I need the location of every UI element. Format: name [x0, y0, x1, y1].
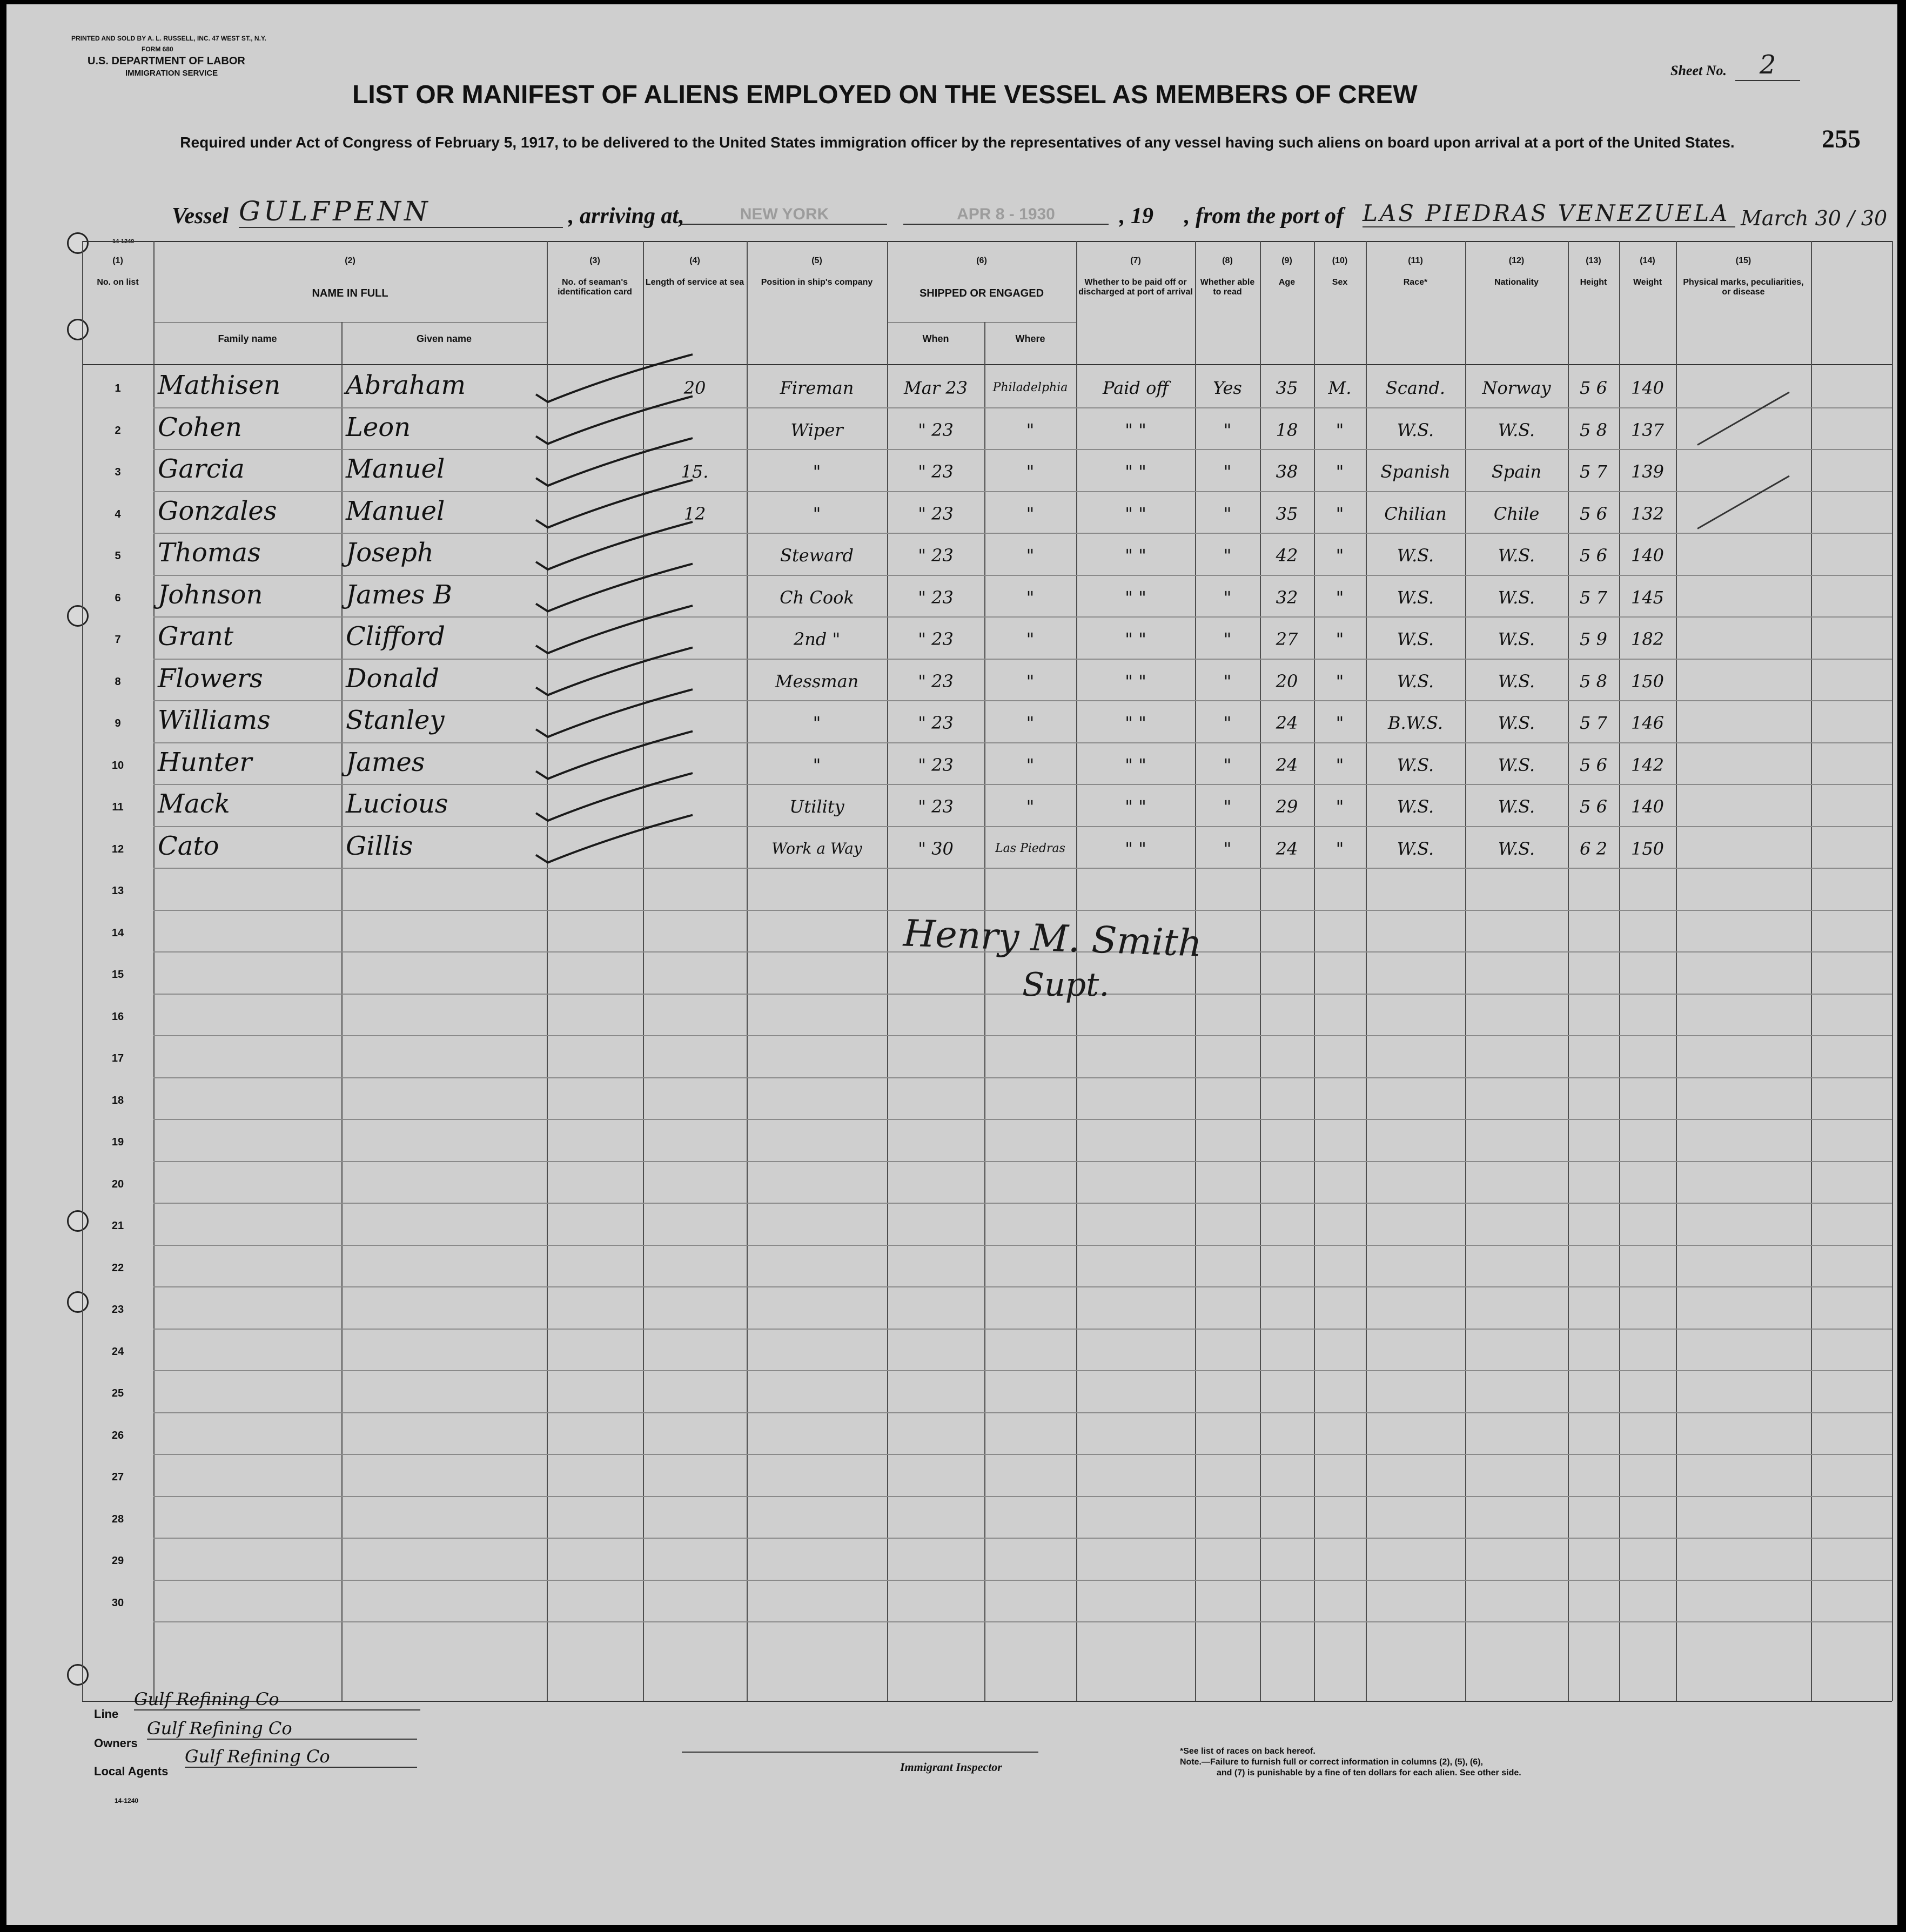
row-number: 19 — [111, 1136, 124, 1148]
row-number: 17 — [111, 1052, 124, 1064]
given-cell: James — [346, 747, 425, 777]
column-header: No. on list — [97, 278, 139, 287]
height-cell: 5 6 — [1580, 545, 1607, 566]
race-cell: W.S. — [1397, 838, 1434, 859]
race-cell: Chilian — [1384, 503, 1447, 524]
column-header: SHIPPED OR ENGAGED — [919, 287, 1044, 299]
race-cell: W.S. — [1397, 587, 1434, 608]
race-cell: W.S. — [1397, 754, 1434, 775]
read-cell: " — [1223, 503, 1232, 524]
family-cell: Johnson — [158, 579, 263, 610]
column-number: (5) — [811, 256, 822, 265]
checkmark-icon — [536, 689, 693, 737]
read-cell: " — [1223, 419, 1232, 440]
read-cell: " — [1223, 796, 1232, 817]
line-label: Line — [94, 1707, 119, 1721]
race-cell: B.W.S. — [1387, 713, 1444, 733]
age-cell: 18 — [1276, 419, 1298, 440]
age-cell: 35 — [1276, 503, 1298, 524]
position-cell: " — [813, 503, 821, 524]
read-cell: " — [1223, 713, 1232, 733]
height-cell: 5 7 — [1580, 713, 1607, 733]
row-number: 26 — [111, 1429, 124, 1441]
department: U.S. DEPARTMENT OF LABOR — [88, 55, 245, 67]
row-number: 13 — [111, 885, 124, 897]
column-number: (8) — [1222, 256, 1233, 265]
column-header: NAME IN FULL — [312, 287, 388, 299]
race-cell: Scand. — [1385, 378, 1446, 398]
nationality-cell: W.S. — [1498, 629, 1535, 649]
checkmark-icon — [536, 606, 693, 653]
position-cell: " — [813, 754, 821, 775]
row-number: 28 — [111, 1513, 124, 1525]
height-cell: 5 6 — [1580, 796, 1607, 817]
column-subheader: Where — [1015, 333, 1045, 344]
when-cell: " 23 — [918, 503, 954, 524]
race-cell: Spanish — [1380, 461, 1451, 482]
where-cell: " — [1026, 419, 1035, 440]
departure-date: March 30 / 30 — [1741, 206, 1888, 230]
weight-cell: 146 — [1630, 713, 1665, 733]
when-cell: " 30 — [918, 838, 954, 859]
column-header: Length of service at sea — [645, 278, 744, 287]
row-number: 27 — [111, 1471, 124, 1483]
owners-value: Gulf Refining Co — [147, 1718, 417, 1740]
where-cell: " — [1026, 629, 1035, 649]
ditto-stroke-icon — [1697, 476, 1789, 529]
given-cell: James B — [346, 579, 452, 610]
column-header: Sex — [1332, 278, 1348, 287]
paid-cell: " " — [1125, 545, 1146, 566]
sex-cell: " — [1335, 545, 1344, 566]
height-cell: 5 8 — [1580, 419, 1607, 440]
where-cell: " — [1026, 670, 1035, 692]
position-cell: Ch Cook — [780, 587, 854, 608]
column-number: (3) — [589, 256, 600, 265]
height-cell: 6 2 — [1580, 838, 1607, 859]
when-cell: " 23 — [918, 545, 954, 566]
family-cell: Thomas — [158, 538, 261, 568]
sex-cell: " — [1335, 419, 1344, 440]
row-number: 12 — [111, 843, 124, 855]
column-number: (7) — [1130, 256, 1141, 265]
family-cell: Mathisen — [158, 370, 281, 400]
row-number: 29 — [111, 1555, 124, 1567]
row-number: 3 — [115, 466, 121, 478]
nationality-cell: W.S. — [1498, 587, 1535, 608]
nationality-cell: W.S. — [1498, 545, 1535, 566]
family-cell: Cohen — [158, 412, 242, 442]
race-cell: W.S. — [1397, 670, 1434, 692]
column-subheader: When — [922, 333, 949, 344]
age-cell: 38 — [1276, 461, 1298, 482]
checkmark-icon — [536, 438, 693, 486]
checkmark-icon — [536, 354, 693, 402]
checkmark-icon — [536, 648, 693, 695]
column-number: (2) — [345, 256, 355, 265]
checkmark-icon — [536, 732, 693, 779]
paid-cell: " " — [1125, 419, 1146, 440]
given-cell: Manuel — [346, 454, 445, 484]
read-cell: " — [1223, 629, 1232, 649]
when-cell: " 23 — [918, 713, 954, 733]
read-cell: " — [1223, 754, 1232, 775]
column-header: No. of seaman's identification card — [558, 278, 632, 297]
sex-cell: " — [1335, 713, 1344, 733]
row-number: 6 — [115, 592, 121, 604]
captain-signature: Henry M. Smith — [902, 912, 1203, 965]
weight-cell: 137 — [1630, 419, 1665, 440]
local-agents-label: Local Agents — [94, 1765, 169, 1778]
given-cell: Stanley — [346, 705, 445, 735]
height-cell: 5 8 — [1580, 670, 1607, 692]
page-number: 255 — [1822, 125, 1861, 153]
where-cell: " — [1026, 713, 1035, 733]
column-subheader: Given name — [416, 333, 472, 344]
where-cell: " — [1026, 754, 1035, 775]
sex-cell: " — [1335, 670, 1344, 692]
row-number: 10 — [111, 759, 124, 772]
checkmark-layer — [6, 4, 1897, 1925]
arrival-port-stamp: NEW YORK — [682, 205, 887, 225]
column-number: (9) — [1281, 256, 1292, 265]
given-cell: Abraham — [346, 370, 466, 400]
column-header: Age — [1278, 278, 1296, 287]
paid-cell: " " — [1125, 796, 1146, 817]
read-cell: " — [1223, 587, 1232, 608]
checkmark-icon — [536, 564, 693, 612]
sex-cell: " — [1335, 503, 1344, 524]
weight-cell: 139 — [1630, 461, 1665, 482]
column-number: (15) — [1735, 256, 1751, 265]
row-number: 24 — [111, 1345, 124, 1358]
column-number: (4) — [689, 256, 700, 265]
inspector-label: Immigrant Inspector — [900, 1760, 1002, 1774]
when-cell: " 23 — [918, 587, 954, 608]
position-cell: Fireman — [780, 378, 854, 398]
weight-cell: 182 — [1630, 629, 1665, 649]
checkmark-icon — [536, 480, 693, 528]
when-cell: " 23 — [918, 461, 954, 482]
manifest-sheet — [6, 4, 1897, 1925]
row-number: 16 — [111, 1010, 124, 1023]
row-number: 11 — [112, 801, 124, 813]
sex-cell: " — [1335, 838, 1344, 859]
when-cell: Mar 23 — [903, 378, 968, 398]
form-number: FORM 680 — [142, 45, 173, 53]
family-cell: Williams — [158, 705, 271, 735]
race-cell: W.S. — [1397, 796, 1434, 817]
paid-cell: " " — [1125, 670, 1146, 692]
paid-cell: " " — [1125, 838, 1146, 859]
row-number: 14 — [111, 927, 124, 939]
row-number: 30 — [111, 1596, 124, 1609]
position-cell: " — [813, 713, 821, 733]
age-cell: 35 — [1276, 378, 1298, 398]
given-cell: Lucious — [346, 789, 448, 819]
vessel-label: Vessel — [172, 204, 229, 229]
family-cell: Grant — [158, 621, 234, 652]
family-cell: Mack — [158, 789, 230, 819]
given-cell: Gillis — [346, 830, 413, 861]
row-number: 15 — [111, 969, 124, 981]
year-label: , 19 — [1119, 204, 1153, 229]
weight-cell: 140 — [1630, 545, 1665, 566]
nationality-cell: Spain — [1491, 461, 1542, 482]
arrival-date-stamp: APR 8 - 1930 — [903, 205, 1109, 225]
position-cell: 2nd " — [793, 629, 841, 649]
read-cell: Yes — [1213, 378, 1242, 398]
ditto-stroke-icon — [1697, 392, 1789, 445]
local-agents-value: Gulf Refining Co — [185, 1746, 417, 1768]
sex-cell: " — [1335, 754, 1344, 775]
column-number: (10) — [1332, 256, 1348, 265]
paid-cell: " " — [1125, 754, 1146, 775]
given-cell: Donald — [346, 663, 439, 694]
where-cell: " — [1026, 503, 1035, 524]
row-number: 9 — [115, 717, 121, 729]
height-cell: 5 7 — [1580, 461, 1607, 482]
footnote-1: *See list of races on back hereof. — [1180, 1747, 1316, 1756]
column-header: Whether able to read — [1200, 278, 1255, 297]
when-cell: " 23 — [918, 796, 954, 817]
column-number: (14) — [1640, 256, 1655, 265]
family-cell: Garcia — [158, 454, 245, 484]
where-cell: " — [1026, 545, 1035, 566]
checkmark-icon — [536, 522, 693, 569]
arriving-label: , arriving at, — [568, 204, 684, 229]
row-number: 7 — [115, 634, 121, 646]
height-cell: 5 6 — [1580, 378, 1607, 398]
age-cell: 20 — [1276, 670, 1298, 692]
paid-cell: " " — [1125, 503, 1146, 524]
nationality-cell: W.S. — [1498, 670, 1535, 692]
column-subheader: Family name — [218, 333, 277, 344]
column-number: (11) — [1408, 256, 1423, 265]
row-number: 2 — [115, 424, 121, 437]
race-cell: W.S. — [1397, 419, 1434, 440]
age-cell: 24 — [1276, 754, 1298, 775]
weight-cell: 150 — [1630, 838, 1665, 859]
from-port-label: , from the port of — [1184, 204, 1344, 229]
age-cell: 32 — [1276, 587, 1298, 608]
read-cell: " — [1223, 545, 1232, 566]
nationality-cell: W.S. — [1498, 419, 1535, 440]
when-cell: " 23 — [918, 629, 954, 649]
where-cell: Philadelphia — [992, 381, 1068, 394]
checkmark-icon — [536, 397, 693, 444]
row-number: 8 — [115, 675, 121, 688]
column-header: Height — [1580, 278, 1607, 287]
age-cell: 24 — [1276, 838, 1298, 859]
service-cell: 15. — [681, 461, 709, 482]
weight-cell: 132 — [1630, 503, 1665, 524]
where-cell: Las Piedras — [995, 841, 1065, 855]
read-cell: " — [1223, 838, 1232, 859]
given-cell: Clifford — [346, 621, 446, 652]
given-cell: Leon — [346, 412, 411, 442]
race-cell: W.S. — [1397, 545, 1434, 566]
column-number: (12) — [1508, 256, 1525, 265]
row-number: 18 — [111, 1094, 124, 1106]
weight-cell: 140 — [1630, 378, 1665, 398]
sex-cell: " — [1335, 587, 1344, 608]
footer-code: 14-1240 — [115, 1797, 139, 1804]
nationality-cell: W.S. — [1498, 796, 1535, 817]
age-cell: 42 — [1276, 545, 1298, 566]
checkmark-icon — [536, 773, 693, 821]
position-cell: Work a Way — [771, 839, 862, 857]
given-cell: Manuel — [346, 495, 445, 526]
family-cell: Hunter — [158, 747, 252, 777]
family-cell: Cato — [158, 830, 219, 861]
column-header: Whether to be paid off or discharged at port of arrival — [1078, 278, 1193, 297]
departure-port: LAS PIEDRAS VENEZUELA — [1363, 200, 1735, 227]
paid-cell: " " — [1125, 629, 1146, 649]
when-cell: " 23 — [918, 419, 954, 440]
column-header: Race* — [1403, 278, 1428, 287]
height-cell: 5 9 — [1580, 629, 1607, 649]
column-header: Physical marks, peculiarities, or disease — [1683, 278, 1804, 297]
position-cell: " — [813, 461, 821, 482]
paid-cell: " " — [1125, 461, 1146, 482]
service-cell: 12 — [683, 503, 706, 524]
line-value: Gulf Refining Co — [134, 1689, 420, 1710]
where-cell: " — [1026, 796, 1035, 817]
weight-cell: 142 — [1630, 754, 1665, 775]
when-cell: " 23 — [918, 670, 954, 692]
nationality-cell: W.S. — [1498, 713, 1535, 733]
page-title: LIST OR MANIFEST OF ALIENS EMPLOYED ON THE VESSEL AS MEMBERS OF CREW — [352, 81, 1418, 109]
owners-label: Owners — [94, 1736, 138, 1750]
column-number: (6) — [976, 256, 987, 265]
nationality-cell: W.S. — [1498, 754, 1535, 775]
family-cell: Gonzales — [158, 495, 277, 526]
row-number: 25 — [111, 1387, 124, 1399]
vessel-name: GULFPENN — [239, 196, 563, 228]
sex-cell: " — [1335, 461, 1344, 482]
sheet-no-label: Sheet No. — [1670, 63, 1727, 78]
service-cell: 20 — [683, 378, 706, 398]
nationality-cell: Norway — [1482, 378, 1551, 398]
position-cell: Wiper — [790, 419, 843, 440]
sex-cell: " — [1335, 629, 1344, 649]
where-cell: " — [1026, 587, 1035, 608]
service: IMMIGRATION SERVICE — [125, 69, 218, 78]
family-cell: Flowers — [158, 663, 263, 694]
height-cell: 5 6 — [1580, 754, 1607, 775]
paid-cell: " " — [1125, 713, 1146, 733]
nationality-cell: W.S. — [1498, 838, 1535, 859]
age-cell: 24 — [1276, 713, 1298, 733]
when-cell: " 23 — [918, 754, 954, 775]
row-number: 23 — [111, 1304, 124, 1316]
age-cell: 29 — [1276, 796, 1298, 817]
row-number: 1 — [115, 383, 121, 394]
inspector-line — [682, 1752, 1038, 1753]
race-cell: W.S. — [1397, 629, 1434, 649]
position-cell: Utility — [789, 796, 844, 817]
footnote-2: Note.—Failure to furnish full or correct information in columns (2), (5), (6), — [1180, 1757, 1483, 1767]
paid-cell: Paid off — [1103, 378, 1169, 398]
height-cell: 5 6 — [1580, 503, 1607, 524]
column-header: Nationality — [1494, 278, 1539, 287]
read-cell: " — [1223, 670, 1232, 692]
column-header: Position in ship's company — [761, 278, 873, 287]
sex-cell: M. — [1328, 378, 1352, 398]
height-cell: 5 7 — [1580, 587, 1607, 608]
nationality-cell: Chile — [1493, 503, 1540, 524]
paid-cell: " " — [1125, 587, 1146, 608]
captain-title: Supt. — [1022, 966, 1110, 1004]
position-cell: Messman — [775, 670, 859, 692]
weight-cell: 140 — [1630, 796, 1665, 817]
sex-cell: " — [1335, 796, 1344, 817]
row-number: 21 — [111, 1220, 124, 1232]
row-number: 5 — [115, 550, 121, 562]
subtitle: Required under Act of Congress of February 5, 1917, to be delivered to the United States immigration officer by the representatives of any vessel having such aliens on board upon arrival at a port of the United States. — [180, 134, 1735, 151]
printer-credit: PRINTED AND SOLD BY A. L. RUSSELL, INC. 47 WEST ST., N.Y. — [71, 35, 266, 42]
weight-cell: 145 — [1630, 587, 1665, 608]
given-cell: Joseph — [346, 538, 434, 568]
age-cell: 27 — [1276, 629, 1298, 649]
row-number: 22 — [111, 1262, 124, 1274]
column-number: (13) — [1586, 256, 1601, 265]
weight-cell: 150 — [1630, 670, 1665, 692]
checkmark-icon — [536, 815, 693, 863]
where-cell: " — [1026, 461, 1035, 482]
column-number: (1) — [112, 256, 123, 265]
row-number: 4 — [115, 508, 121, 520]
sheet-no-value: 2 — [1735, 50, 1800, 81]
position-cell: Steward — [780, 545, 854, 566]
row-number: 20 — [111, 1178, 124, 1190]
read-cell: " — [1223, 461, 1232, 482]
column-header: Weight — [1633, 278, 1662, 287]
footnote-3: and (7) is punishable by a fine of ten dollars for each alien. See other side. — [1217, 1768, 1521, 1777]
